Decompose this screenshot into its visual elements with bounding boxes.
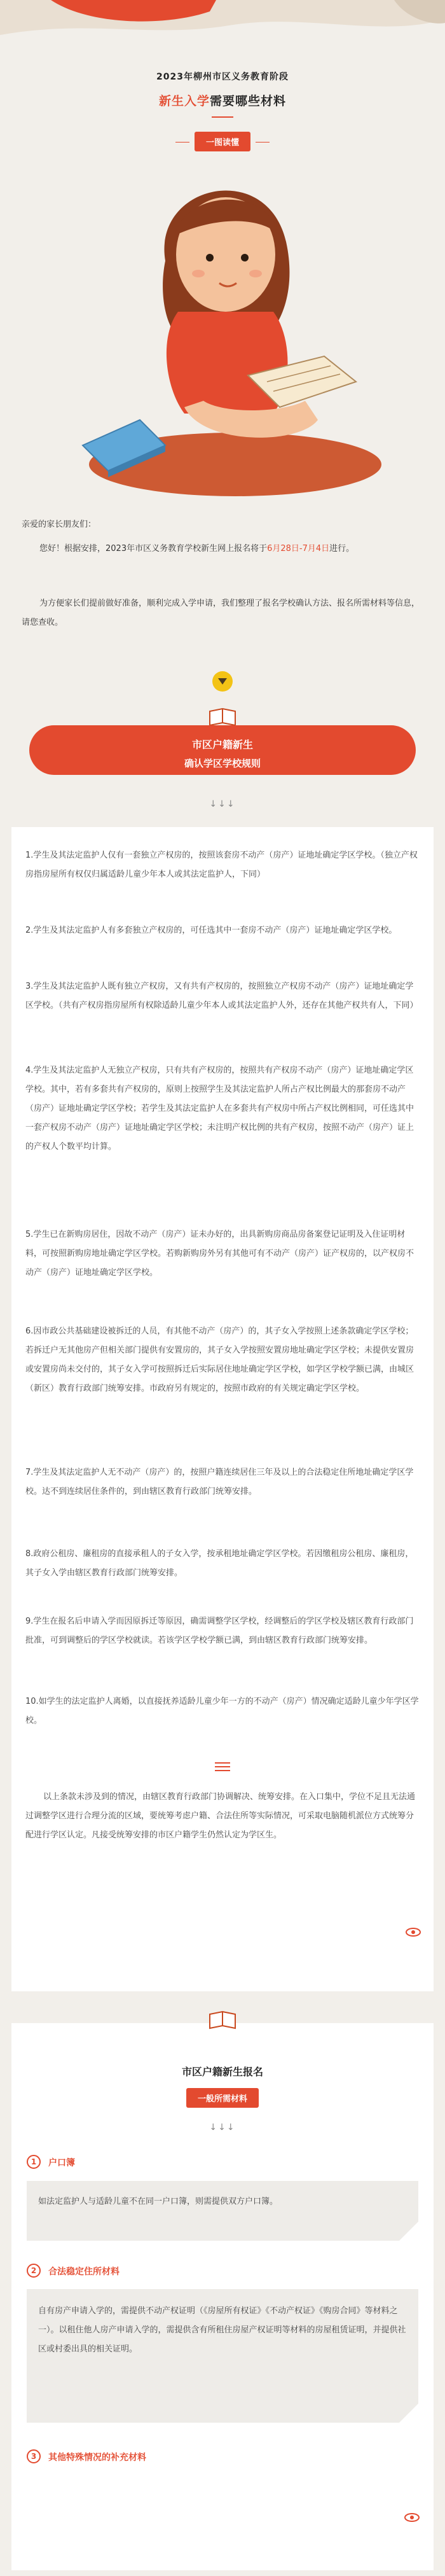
book-icon-2 (207, 2009, 238, 2031)
read-pill: 一图读懂 (195, 132, 250, 151)
item-number-3: 3 (27, 2449, 41, 2463)
girl-reading-illustration (57, 146, 388, 503)
eye-icon-2 (404, 2513, 420, 2522)
rule-9: 9.学生在报名后申请入学而因原拆迁等原因，确需调整学区学校，经调整后的学区学校及辖区教育行政部门批准，可到调整后的学区学校就读。若该学区学校学额已满，到由辖区教育行政部门统筹安排。 (25, 1617, 414, 1645)
registration-dates: 6月28日-7月4日 (267, 544, 330, 553)
banner-rules-line-1: 市区户籍新生 (191, 739, 253, 751)
materials-pill-wrap (0, 2088, 445, 2108)
page-title-rest: 需要哪些材料 (210, 94, 287, 108)
rule-3: 3.学生及其法定监护人既有独立产权房，又有共有产权房的，按照独立产权房不动产（房产）证地址确定学区学校。（共有产权房指房屋所有权除适龄儿童少年本人或其法定监护人外，还存在其他产权共有人，下同） (25, 982, 418, 1010)
rule-2: 2.学生及其法定监护人有多套独立产权房的，可任选其中一套房不动产（房产）证地址确定学区学校。 (25, 926, 397, 935)
item-box-1 (27, 2181, 418, 2241)
eye-icon (406, 1928, 421, 1937)
item-box-fold-1 (399, 2222, 418, 2241)
top-decoration (0, 0, 445, 76)
item-title-1: 户口簿 (48, 2158, 75, 2168)
item-title-3: 其他特殊情况的补充材料 (48, 2453, 146, 2463)
intro-paragraph-1 (22, 540, 423, 559)
page-title-highlight: 新生入学 (158, 94, 210, 108)
closing-paragraph: 以上条款未涉及到的情况，由辖区教育行政部门协调解决、统筹安排。在入口集中，学位不足且无法通过调整学区进行合理分流的区域，要统筹考虑户籍、合法住所等实际情况，可采取电脑随机派位方式统筹分配进行学区认定。凡接受统筹安排的市区户籍学生仍然认定为学区生。 (25, 1792, 416, 1840)
title-underline (212, 116, 233, 118)
banner-rules (29, 725, 416, 775)
down-arrow-icon (212, 671, 233, 692)
rule-8: 8.政府公租房、廉租房的直接承租人的子女入学，按承租地址确定学区学校。若因缴租房公租房、廉租房，其子女入学由辖区教育行政部门统筹安排。 (25, 1549, 414, 1578)
banner-rules-line-2: 确认学区学校规则 (184, 758, 261, 769)
item-number-1: 1 (27, 2155, 41, 2169)
intro-greeting: 亲爱的家长朋友们： (22, 520, 97, 529)
rule-7: 7.学生及其法定监护人无不动产（房产）的，按照户籍连续居住三年及以上的合法稳定住所地址确定学区学校。达不到连续居住条件的，到由辖区教育行政部门统筹安排。 (25, 1468, 414, 1496)
rule-5: 5.学生已在新购房居住，因故不动产（房产）证未办好的，出具新购房商品房备案登记证明及入住证明材料，可按照新购房地址确定学区学校。若购新购房外另有其他可有不动产（房产）证产权房的，以产权房不动产（房产）证地址确定学区学校。 (25, 1230, 414, 1278)
item-box-2 (27, 2289, 418, 2423)
item-title-2: 合法稳定住所材料 (48, 2267, 120, 2277)
item-box-fold-2 (399, 2404, 418, 2423)
chevrons-2: ↓↓↓ (209, 2122, 236, 2133)
rule-1: 1.学生及其法定监护人仅有一套独立产权房的，按照该套房不动产（房产）证地址确定学区学校。（独立产权房指房屋所有权仅归属适龄儿童少年本人或其法定监护人，下同） (25, 851, 418, 879)
intro-paragraph-2: 为方便家长们提前做好准备，顺利完成入学申请，我们整理了报名学校确认方法、报名所需材料等信息，请您查收。 (22, 599, 420, 627)
item-body-1: 如法定监护人与适龄儿童不在同一户口簿，则需提供双方户口簿。 (38, 2197, 278, 2206)
page-title (0, 92, 445, 109)
rules-card (11, 827, 434, 1991)
rule-4: 4.学生及其法定监护人无独立产权房，只有共有产权房的，按照共有产权房不动产（房产）证地址确定学区学校。其中，若有多套共有产权房的，原则上按照学生及其法定监护人所占产权比例最大的那套房不动产（房产）证地址确定学区学校；若学生及其法定监护人在多套共有产权房中所占产权比例相同，可任选其中一套产权房不动产（房产）证地址确定学区学校；未注明产权比例的共有产权房，按照不动产（房产）证上的产权人个数平均计算。 (25, 1066, 414, 1152)
rule-10: 10.如学生的法定监护人离婚，以直接抚养适龄儿童少年一方的不动产（房产）情况确定适龄儿童少年学区学校。 (25, 1697, 419, 1725)
intro-p1-after: 进行。 (329, 544, 355, 553)
chevrons-1: ↓↓↓ (209, 799, 236, 809)
menu-lines-icon (215, 1762, 230, 1771)
item-number-2: 2 (27, 2264, 41, 2278)
intro-p1-before: 您好！根据安排，2023年市区义务教育学校新生网上报名将于 (39, 544, 268, 553)
book-icon (207, 706, 238, 728)
rule-6: 6.因市政公共基础建设被拆迁的人员，有其他不动产（房产）的，其子女入学按照上述条款确定学区学校；若拆迁户无其他房产但相关部门提供有安置房的，其子女入学按照安置房地址确定学区学校；未提供安置房或安置房尚未交付的，其子女入学可按照拆迁后实际居住地址确定学区学校，如学区学校学额已满，由城区（新区）教育行政部门统筹安排。市政府另有规定的，按照市政府的有关规定确定学区学校。 (25, 1326, 414, 1393)
title-block (0, 70, 445, 118)
materials-title: 市区户籍新生报名 (181, 2066, 263, 2078)
pill-line-right (256, 142, 270, 143)
materials-pill: 一般所需材料 (186, 2088, 259, 2108)
item-body-2: 自有房产申请入学的，需提供不动产权证明（《房屋所有权证》《不动产权证》《购房合同》等材料之一）。以租住他人房产申请入学的，需提供含有所租住房屋产权证明等材料的房屋租赁证明，并提供社区或村委出具的相关证明。 (38, 2306, 406, 2354)
pill-line-left (175, 142, 189, 143)
page-subtitle: 2023年柳州市区义务教育阶段 (156, 72, 289, 82)
